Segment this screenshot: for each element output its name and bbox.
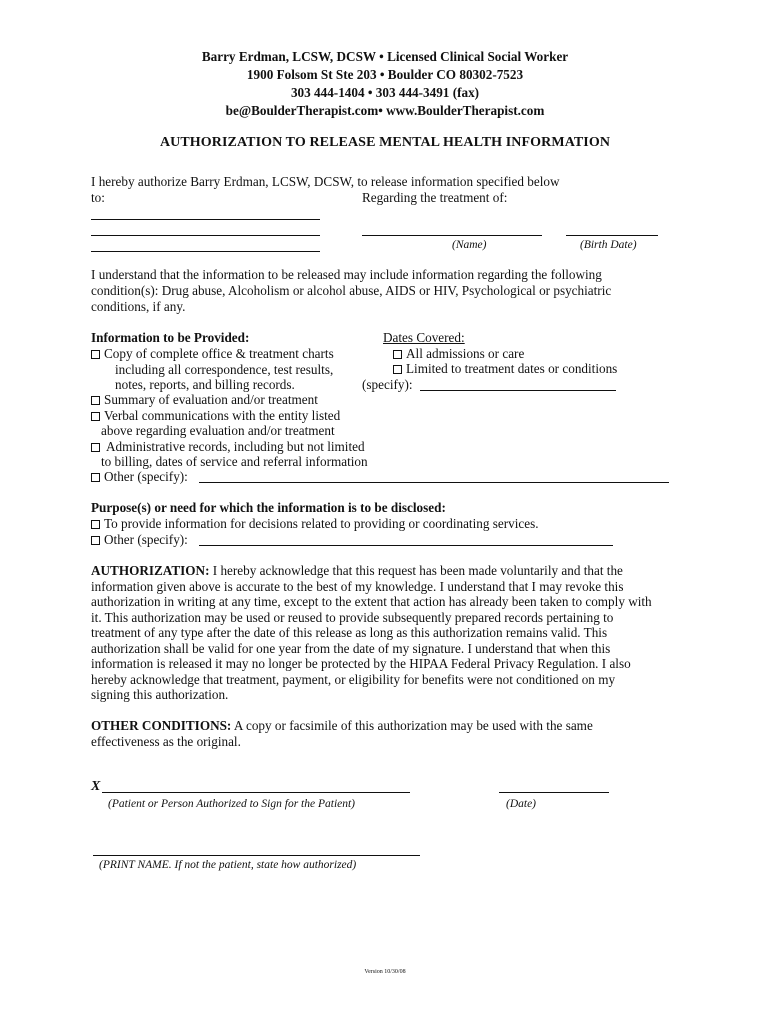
checkbox-icon[interactable] bbox=[91, 536, 100, 545]
address-line: 1900 Folsom St Ste 203 • Boulder CO 80302-7523 bbox=[246, 67, 524, 82]
other-conditions-label: OTHER CONDITIONS: bbox=[91, 718, 232, 733]
dates-option-all[interactable]: All admissions or care bbox=[393, 346, 524, 362]
purpose-option-decisions[interactable]: To provide information for decisions related to providing or coordinating services. bbox=[91, 516, 539, 532]
print-name-line[interactable] bbox=[93, 855, 420, 856]
understand-line-3: conditions, if any. bbox=[91, 299, 186, 314]
checkbox-icon[interactable] bbox=[393, 365, 402, 374]
signature-date-line[interactable] bbox=[499, 792, 609, 793]
purpose-heading: Purpose(s) or need for which the information is to be disclosed: bbox=[91, 500, 446, 515]
date-caption: (Date) bbox=[506, 798, 537, 810]
authorization-line-4: it. This authorization may be used or reused to provide subsequently prepared records pertaining to bbox=[91, 610, 614, 625]
authorization-line-3: authorization in writing at any time, except to the extent that action has already been taken to comply with bbox=[91, 594, 652, 609]
authorization-line-2: information given above is accurate to the best of my knowledge. I understand that I may revoke this bbox=[91, 579, 624, 594]
checkbox-icon[interactable] bbox=[91, 473, 100, 482]
practitioner-name-line: Barry Erdman, LCSW, DCSW • Licensed Clinical Social Worker bbox=[201, 49, 569, 64]
phone-line: 303 444-1404 • 303 444-3491 (fax) bbox=[290, 85, 480, 100]
recipient-line-2[interactable] bbox=[91, 235, 320, 236]
name-caption: (Name) bbox=[452, 239, 487, 251]
purpose-other-specify-line[interactable] bbox=[199, 545, 613, 546]
version-footer: Version 10/30/08 bbox=[364, 969, 406, 975]
recipient-line-1[interactable] bbox=[91, 219, 320, 220]
authorization-line-9: signing this authorization. bbox=[91, 687, 229, 702]
intro-line: I hereby authorize Barry Erdman, LCSW, DCSW, to release information specified below bbox=[91, 174, 560, 189]
checkbox-icon[interactable] bbox=[91, 350, 100, 359]
info-option-summary[interactable]: Summary of evaluation and/or treatment bbox=[91, 392, 318, 408]
dates-specify-line[interactable] bbox=[420, 390, 616, 391]
authorization-line-7: information is released it may no longer be protected by the HIPAA Federal Privacy Regulation. I also bbox=[91, 656, 631, 671]
authorization-line-5: treatment of any type after the date of this release as long as this authorization remains valid. This bbox=[91, 625, 608, 640]
info-option-verbal[interactable]: Verbal communications with the entity listed bbox=[91, 408, 340, 424]
regarding-label: Regarding the treatment of: bbox=[362, 190, 508, 205]
authorization-line-8: hereby acknowledge that treatment, payment, or eligibility for benefits were not conditioned on my bbox=[91, 672, 616, 687]
info-option-complete-charts-cont-1: including all correspondence, test results, bbox=[115, 362, 334, 377]
dates-specify-label: (specify): bbox=[362, 377, 413, 392]
checkbox-icon[interactable] bbox=[91, 412, 100, 421]
info-option-administrative[interactable]: Administrative records, including but not limited bbox=[91, 439, 365, 455]
dates-option-limited[interactable]: Limited to treatment dates or conditions bbox=[393, 361, 617, 377]
checkbox-icon[interactable] bbox=[91, 443, 100, 452]
other-conditions-line-2: effectiveness as the original. bbox=[91, 734, 241, 749]
checkbox-icon[interactable] bbox=[91, 520, 100, 529]
checkbox-icon[interactable] bbox=[393, 350, 402, 359]
birth-date-caption: (Birth Date) bbox=[580, 239, 637, 251]
authorization-line-6: authorization shall be valid for one year from the date of my signature. I understand that when this bbox=[91, 641, 611, 656]
patient-name-line[interactable] bbox=[362, 235, 542, 236]
dates-covered-heading: Dates Covered: bbox=[383, 330, 465, 345]
info-option-complete-charts[interactable]: Copy of complete office & treatment charts bbox=[91, 346, 334, 362]
authorization-label: AUTHORIZATION: bbox=[91, 563, 210, 578]
authorization-line-1: AUTHORIZATION: I hereby acknowledge that this request has been made voluntarily and that the bbox=[91, 563, 623, 578]
other-conditions-line-1: OTHER CONDITIONS: A copy or facsimile of this authorization may be used with the same bbox=[91, 718, 593, 733]
info-option-verbal-cont: above regarding evaluation and/or treatment bbox=[101, 423, 335, 438]
purpose-option-other[interactable]: Other (specify): bbox=[91, 532, 188, 548]
contact-line: be@BoulderTherapist.com• www.BoulderTherapist.com bbox=[225, 103, 545, 118]
understand-line-1: I understand that the information to be released may include information regarding the following bbox=[91, 267, 602, 282]
patient-signature-caption: (Patient or Person Authorized to Sign for the Patient) bbox=[108, 798, 356, 810]
patient-signature-line[interactable] bbox=[102, 792, 410, 793]
document-title: AUTHORIZATION TO RELEASE MENTAL HEALTH INFORMATION bbox=[159, 135, 611, 150]
signature-x-mark: X bbox=[91, 779, 101, 794]
print-name-caption: (PRINT NAME. If not the patient, state how authorized) bbox=[99, 859, 357, 871]
checkbox-icon[interactable] bbox=[91, 396, 100, 405]
info-option-complete-charts-cont-2: notes, reports, and billing records. bbox=[115, 377, 295, 392]
birth-date-line[interactable] bbox=[566, 235, 658, 236]
recipient-line-3[interactable] bbox=[91, 251, 320, 252]
info-option-administrative-cont: to billing, dates of service and referral information bbox=[101, 454, 368, 469]
info-provided-heading: Information to be Provided: bbox=[91, 330, 250, 345]
info-other-specify-line[interactable] bbox=[199, 482, 669, 483]
info-option-other[interactable]: Other (specify): bbox=[91, 469, 188, 485]
to-label: to: bbox=[91, 190, 105, 205]
understand-line-2: condition(s): Drug abuse, Alcoholism or alcohol abuse, AIDS or HIV, Psychological or psychiatric bbox=[91, 283, 612, 298]
